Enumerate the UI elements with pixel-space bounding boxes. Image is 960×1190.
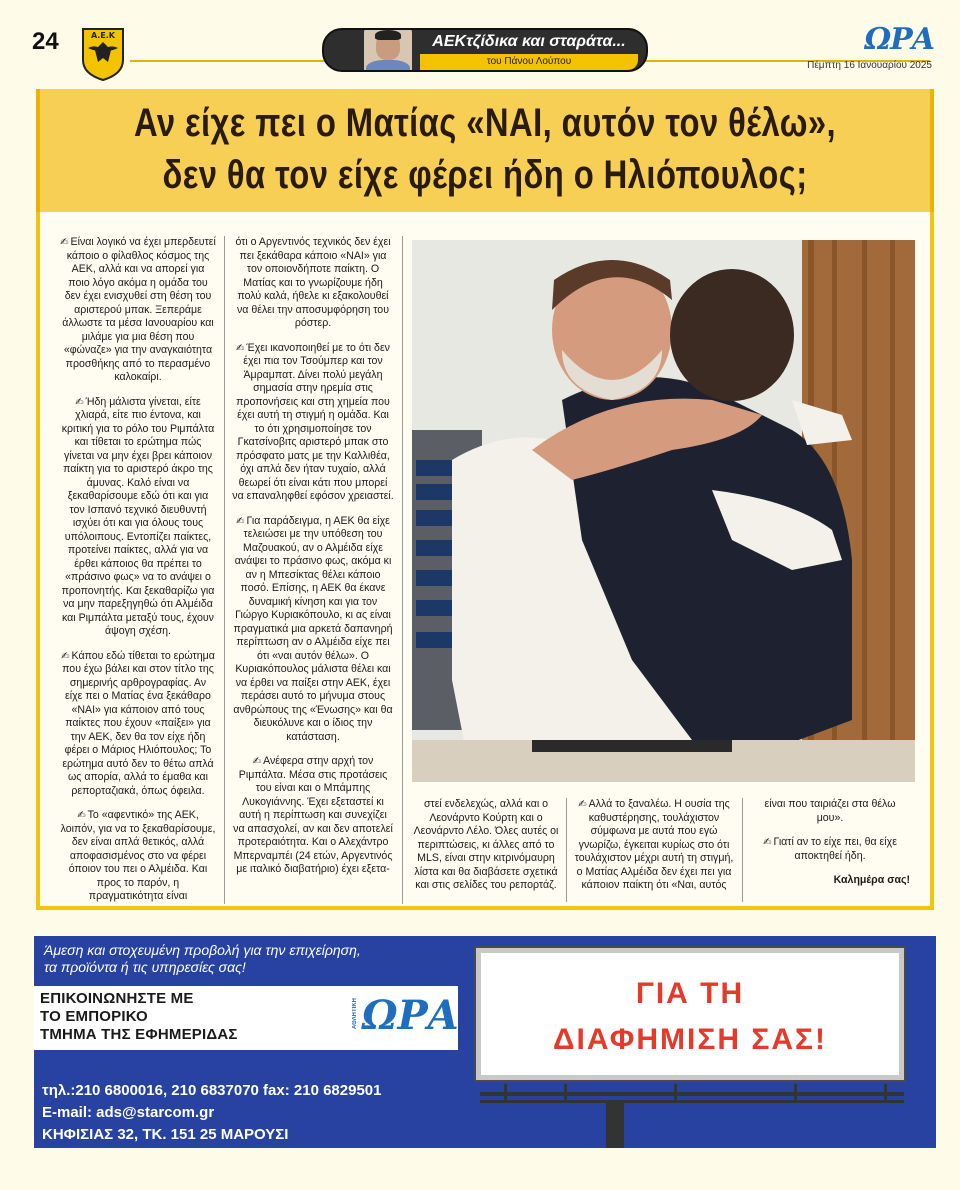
pen-icon: ✍	[763, 837, 772, 848]
paragraph: ✍ Ανέφερα στην αρχή τον Ριμπάλτα. Μέσα στις προτάσεις του είναι και ο Μπάμπης Λυκογιάννης. Έχει εξεταστεί κι αυτή η περίπτωση και συνεχίζει να απασχολεί, αν και δεν αποτελεί προτεραιότητα. Και ο Αλεχάντρο Μπερναμπέι (24 ετών, Αργεντινός με ιταλικό διαβατήριο) έχει εξετα-	[233, 755, 393, 875]
article-column-4	[574, 798, 734, 904]
issue-date: Πέμπτη 16 Ιανουαρίου 2025	[807, 60, 932, 71]
paragraph: είναι που ταιριάζει στα θέλω μου».	[764, 798, 896, 824]
pen-icon: ✍	[60, 237, 69, 248]
paragraph: ✍ Ήδη μάλιστα γίνεται, είτε χλιαρά, είτε πιο έντονα, και κριτική για το ρόλο του Ριμπάλτα και τίθεται το ερώτημα πώς γίνεται να μην έχει βρει κάποιον παίκτη για το αριστερό άκρο της άμυνας. Καλό είναι να ξεκαθαρίσουμε εδώ ότι και για τον Ισπανό τεχνικό διευθυντή ισχύει ότι και για όλους τους υπόλοιπους. Εντοπίζει παίκτες, προτείνει παίκτες, αλλά για να έρθει κάποιος θα πρέπει το «πράσινο φως» να το ανάψει ο προπονητής. Και ξεκαθαρίζω για να μην παρεξηγηθώ ότι Αλμέιδα και Ριμπάλτα μεταξύ τους, έχουν άψογη σχέση.	[61, 395, 215, 637]
pen-icon: ✍	[578, 799, 587, 810]
article-frame	[36, 212, 934, 910]
ad-slogan: Άμεση και στοχευμένη προβολή για την επιχείρηση, τα προϊόντα ή τις υπηρεσίες σας!	[44, 942, 361, 975]
pen-icon: ✍	[75, 396, 84, 408]
article-photo	[412, 240, 915, 782]
pen-icon: ✍	[61, 650, 70, 662]
paragraph: ✍ Το «αφεντικό» της ΑΕΚ, λοιπόν, για να το ξεκαθαρίσουμε, δεν είναι απλά θετικός, αλλά αποφασισμένος στο να φέρει όποιον του πει ο Αλμέιδα. Και προς το παρόν, η πραγματικότητα είναι	[60, 809, 216, 902]
signoff: Καλημέρα σας!	[833, 874, 910, 886]
paragraph: στεί ενδελεχώς, αλλά και ο Λεονάρντο Κούρτη και ο Λεονάρντο Λέλο. Όλες αυτές οι περιπτώσεις, κι άλλες από το MLS, είναι στην κιτρινόμαυρη λίστα και θα διαβάσετε σχετικά και στις σελίδες του ρεπορτάζ.	[413, 798, 559, 891]
paragraph: ✍ Γιατί αν το είχε πει, θα είχε αποκτηθεί ήδη.	[763, 836, 897, 862]
pen-icon: ✍	[236, 515, 245, 527]
article-column-3	[410, 798, 562, 904]
ad-contact-panel	[34, 986, 458, 1050]
headline-box	[36, 89, 934, 212]
article-column-2	[232, 236, 394, 888]
billboard-post	[606, 1103, 624, 1148]
column-divider	[566, 798, 567, 902]
ad-email: E-mail: ads@starcom.gr	[42, 1104, 215, 1121]
pen-icon: ✍	[77, 810, 86, 821]
ad-contact-line: ΤΟ ΕΜΠΟΡΙΚΟ	[40, 1008, 148, 1025]
paragraph: ✍ Κάπου εδώ τίθεται το ερώτημα που έχω βάλει και στον τίτλο της σημερινής αρθρογραφίας. Αν είχε πει ο Ματίας ένα ξεκάθαρο «ΝΑΙ» για κάποιον από τους παίκτες που έχουν «παίξει» για την ΑΕΚ, δεν θα τον είχε ήδη φέρει ο Μάριος Ηλιόπουλος; Το ερώτημα αυτό δεν το θέτω απλά ως απορία, αλλά το έμαθα και ρεπορταζιακά, όπως όφειλα.	[61, 649, 215, 797]
paragraph: ότι ο Αργεντινός τεχνικός δεν έχει πει ξεκάθαρα κάποιο «ΝΑΙ» για τον οποιονδήποτε παίκτη. Ο Ματίας και το γνωρίζουμε ήδη πολύ καλά, ήθελε κι εξακολουθεί να θέλει την αποσυμφόρηση του ρόστερ.	[235, 236, 391, 329]
column-author: του Πάνου Λούπου	[420, 54, 638, 70]
headline-line-1: Αν είχε πει ο Ματίας «ΝΑΙ, αυτόν τον θέλω»,	[133, 101, 837, 145]
page-number: 24	[32, 28, 59, 55]
pen-icon: ✍	[252, 756, 262, 767]
pen-icon: ✍	[236, 342, 245, 354]
paragraph: ✍ Για παράδειγμα, η ΑΕΚ θα είχε τελειώσει με την υπόθεση του Μαζουακού, αν ο Αλμέιδα είχε ανάψει το πράσινο φως, ακόμα κι αν η Μπεσίκτας θέλει κάποιο ποσό. Επίσης, η ΑΕΚ θα έκανε δυναμική κίνηση και για τον Γιώργο Κυριακόπουλο, κι ας είναι πραγματικά μια αρκετά δαπανηρή περίπτωση αν ο Αλμέιδα είχε πει ότι «ναι αυτόν θέλω». Ο Κυριακόπουλος μάλιστα θέλει και να έρθει να παίξει στην ΑΕΚ, έχει περάσει αυτό το μήνυμα στους ανθρώπους της «Ένωσης» και θα διευκόλυνε και ο ίδιος την κατάσταση.	[233, 514, 393, 743]
column-divider	[742, 798, 743, 902]
column-title: AEKτζίδικα και σταράτα...	[432, 33, 626, 50]
billboard-line-2: ΔΙΑΦΗΜΙΣΗ ΣΑΣ!	[552, 1023, 828, 1056]
column-divider	[224, 236, 225, 904]
article-column-1	[60, 236, 216, 915]
billboard-rail	[480, 1100, 904, 1103]
billboard-rail	[480, 1092, 904, 1096]
svg-text:Α.Ε.Κ: Α.Ε.Κ	[91, 31, 115, 40]
hug-photo-illustration	[412, 240, 915, 782]
ad-logo: ΑΘΛΗΤΙΚΗ ΩΡΑ	[352, 992, 459, 1039]
headline	[120, 97, 850, 201]
aek-crest-icon	[80, 26, 126, 82]
billboard-line-1: ΓΙΑ ΤΗ	[635, 977, 745, 1010]
advertisement	[34, 936, 936, 1148]
columnist-avatar	[364, 28, 412, 72]
column-divider	[402, 236, 403, 904]
ad-contact-line: ΕΠΙΚΟΙΝΩΝΗΣΤΕ ΜΕ	[40, 990, 194, 1007]
ad-address: ΚΗΦΙΣΙΑΣ 32, ΤΚ. 151 25 ΜΑΡΟΥΣΙ	[42, 1126, 289, 1143]
billboard	[476, 948, 904, 1080]
article-column-5	[750, 798, 910, 899]
column-banner	[322, 28, 648, 72]
headline-line-2: δεν θα τον είχε φέρει ήδη ο Ηλιόπουλος;	[162, 153, 808, 197]
paragraph: ✍ Είναι λογικό να έχει μπερδευτεί κάποιο ο φίλαθλος κόσμος της ΑΕΚ, αλλά και να απορεί για ποιο λόγο ακόμα η ομάδα του δεν έχει ενισχυθεί στη θέση του αριστερού μπακ. Ξεπεράμε άλλωστε τα μέσα Ιανουαρίου και μιλάμε για μια θέση που «φώναζε» για την αναγκαιότητα προσθήκης από το περασμένο καλοκαίρι.	[60, 236, 216, 383]
paragraph: ✍ Έχει ικανοποιηθεί με το ότι δεν έχει πια τον Τσούμπερ και τον Άμραμπατ. Δίνει πολύ μεγάλη σημασία στην ηρεμία στις προπονήσεις και στη χημεία που έχει αυτή τη στιγμή η ομάδα. Και το ότι χρησιμοποίησε τον Γκατσίνοβιτς αριστερό μπακ στο πρόσφατο ματς με την Καλλιθέα, όχι απλά δεν ήταν τυχαίο, αλλά θεωρεί ότι είναι κάτι που μπορεί να επαναληφθεί εφόσον χρειαστεί.	[232, 341, 394, 502]
ad-contact-line: ΤΜΗΜΑ ΤΗΣ ΕΦΗΜΕΡΙΔΑΣ	[40, 1026, 238, 1043]
ad-phones: τηλ.:210 6800016, 210 6837070 fax: 210 6829501	[42, 1082, 382, 1099]
paragraph: ✍ Αλλά το ξαναλέω. Η ουσία της καθυστέρησης, τουλάχιστον σύμφωνα με αυτά που εγώ γνωρίζω, έγκειται κυρίως στο ότι τουλάχιστον μέχρι αυτή τη στιγμή, ο Ματίας Αλμέιδα δεν έχει πει για κάποιον παίκτη ότι «Ναι, αυτός	[574, 798, 734, 891]
brand-logo: ΩΡΑ	[864, 22, 934, 57]
